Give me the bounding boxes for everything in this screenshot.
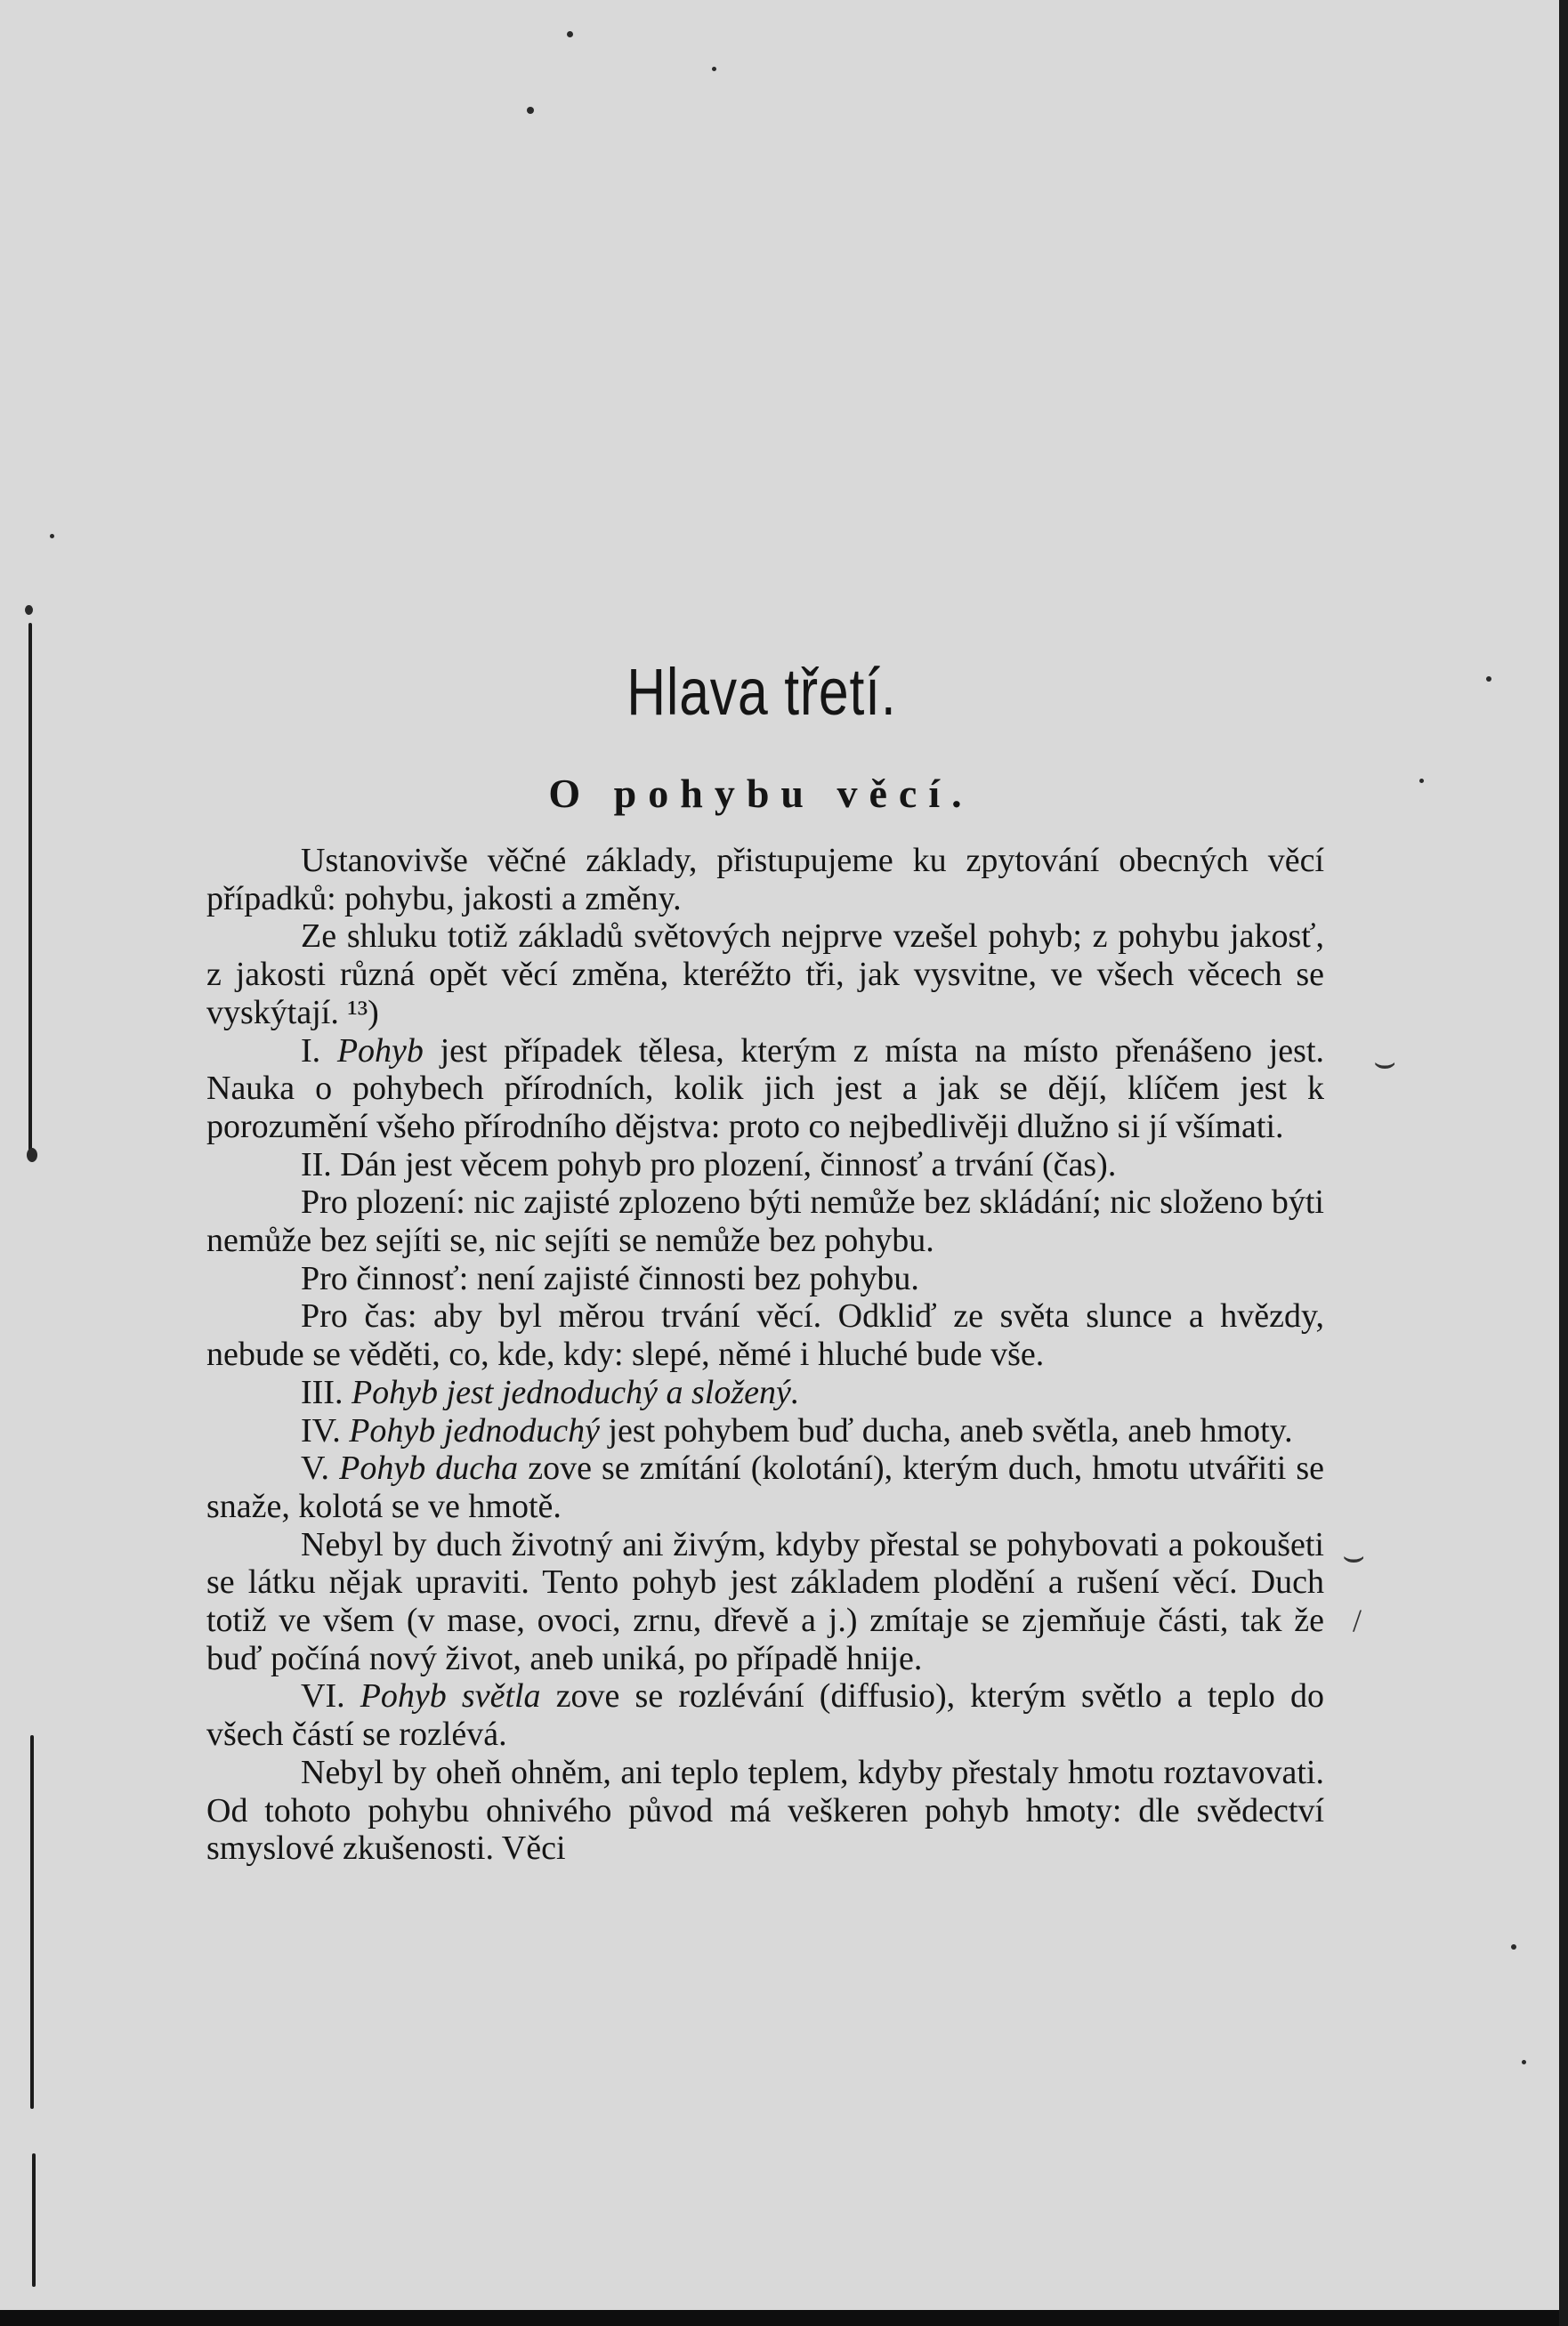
scan-border-bottom xyxy=(0,2310,1568,2326)
paragraph-p7 xyxy=(206,1297,1324,1373)
paragraph-p5 xyxy=(206,1183,1324,1259)
body-text xyxy=(206,842,1324,1868)
binding-shadow xyxy=(28,623,32,1157)
paragraph-p13 xyxy=(206,1754,1324,1868)
paragraph-text: Pro činnosť: není zajisté činnosti bez pohybu. xyxy=(301,1259,919,1297)
emphasized-term: Pohyb ducha xyxy=(339,1450,519,1488)
margin-mark: / xyxy=(1353,1603,1362,1638)
paragraph-p9 xyxy=(206,1412,1324,1450)
paragraph-p4 xyxy=(206,1146,1324,1184)
paragraph-text: zove se zmítání (kolotání), kterým duch, hmotu utvářiti se snaže, kolotá se ve hmotě. xyxy=(206,1450,1324,1525)
paragraph-p11 xyxy=(206,1526,1324,1678)
emphasized-term: Pohyb jest jednoduchý a složený. xyxy=(351,1373,800,1411)
chapter-subtitle: O pohybu věcí. xyxy=(548,771,974,816)
emphasized-term: Pohyb xyxy=(336,1031,424,1070)
paragraph-p8 xyxy=(206,1374,1324,1412)
paragraph-p1 xyxy=(206,842,1324,917)
paragraph-text: jest pohybem buď ducha, aneb světla, aneb hmoty. xyxy=(608,1411,1293,1450)
ink-speck xyxy=(712,67,716,71)
paragraph-p10 xyxy=(206,1450,1324,1525)
paragraph-number: III. xyxy=(301,1373,352,1411)
ink-speck xyxy=(50,534,54,538)
ink-speck xyxy=(25,605,33,615)
binding-shadow xyxy=(32,2153,36,2287)
paragraph-number: VI. xyxy=(301,1677,360,1716)
paragraph-p2 xyxy=(206,917,1324,1031)
ink-speck xyxy=(1522,2060,1526,2064)
scan-border-right xyxy=(1559,0,1568,2326)
margin-mark: ⌣ xyxy=(1342,1536,1366,1576)
emphasized-term: Pohyb jednoduchý xyxy=(349,1411,600,1450)
paragraph-text: II. Dán jest věcem pohyb pro plození, činnosť a trvání (čas). xyxy=(301,1145,1117,1183)
chapter-title: Hlava třetí. xyxy=(626,655,897,729)
ink-speck xyxy=(527,107,534,114)
ink-speck xyxy=(567,31,573,37)
paragraph-number: I. xyxy=(301,1031,337,1070)
margin-mark: ⌣ xyxy=(1373,1042,1397,1082)
paragraph-text: zove se rozlévání (diffusio), kterým světlo a teplo do všech částí se rozlévá. xyxy=(206,1677,1324,1754)
ink-speck xyxy=(1511,1944,1516,1950)
paragraph-text: Nebyl by oheň ohněm, ani teplo teplem, kdyby přestaly hmotu roztavovati. Od tohoto pohybu ohnivého původ má veškeren pohyb hmoty: dle svědectví smyslové zkušenosti. Věci xyxy=(206,1753,1324,1868)
paragraph-p12 xyxy=(206,1677,1324,1753)
ink-speck xyxy=(1486,676,1491,682)
paragraph-text: jest případek tělesa, kterým z místa na místo přenášeno jest. Nauka o pohybech přírodních, kolik jich jest a jak se dějí, klíčem jest k porozumění všeho přírodního dějstva: proto co nejbedlivěji dlužno si jí všímati. xyxy=(206,1031,1325,1145)
paragraph-p3 xyxy=(206,1032,1324,1146)
paragraph-text: Pro plození: nic zajisté zplozeno býti nemůže bez skládání; nic složeno býti nemůže bez sejíti se, nic sejíti se nemůže bez pohybu. xyxy=(206,1183,1324,1260)
paragraph-number: V. xyxy=(301,1450,340,1488)
binding-shadow xyxy=(30,1735,34,2109)
emphasized-term: Pohyb světla xyxy=(360,1677,541,1716)
paragraph-number: IV. xyxy=(301,1411,350,1450)
paragraph-text: Nebyl by duch životný ani živým, kdyby přestal se pohybovati a pokoušeti se látku nějak upraviti. Tento pohyb jest základem plodění a rušení věcí. Duch totiž ve všem (v mase, ovoci, zrnu, dřevě a j.) zmítaje se zjemňuje části, tak že buď počíná nový život, aneb uniká, po případě hnije. xyxy=(206,1525,1324,1677)
paragraph-text: Ustanovivše věčné základy, přistupujeme ku zpytování obecných věcí případků: pohybu, jakosti a změny. xyxy=(206,842,1324,917)
paragraph-text: Ze shluku totiž základů světových nejprve vzešel pohyb; z pohybu jakosť, z jakosti různá opět věcí změna, kteréžto tři, jak vysvitne, ve všech věcech se vyskýtají. ¹³) xyxy=(206,917,1324,1031)
paragraph-text: Pro čas: aby byl měrou trvání věcí. Odkliď ze světa slunce a hvězdy, nebude se věděti, co, kde, kdy: slepé, němé i hluché bude vše. xyxy=(206,1297,1324,1374)
ink-speck xyxy=(27,1148,37,1162)
paragraph-p6 xyxy=(206,1260,1324,1298)
